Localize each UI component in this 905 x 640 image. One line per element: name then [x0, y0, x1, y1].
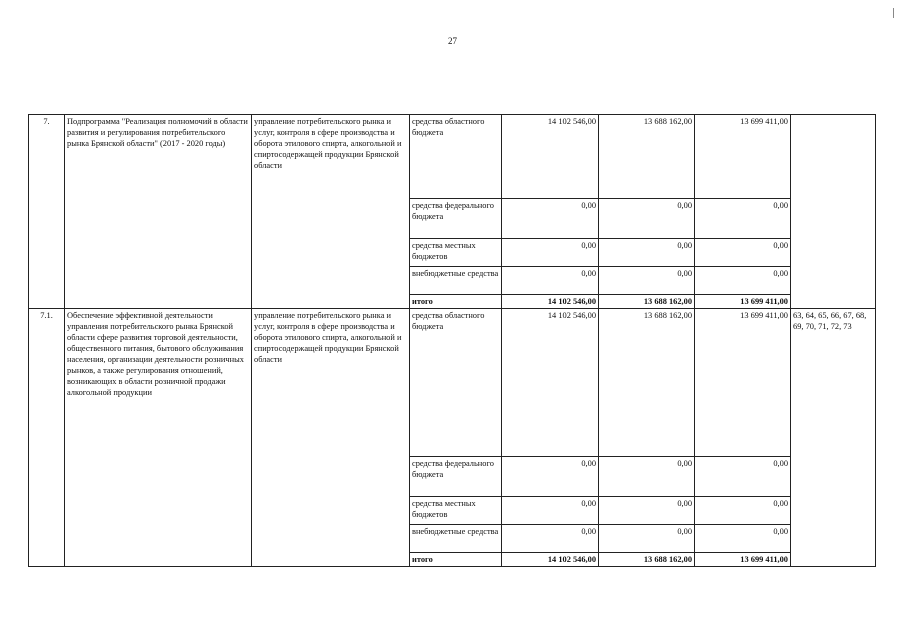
total-2018: 13 688 162,00 — [599, 553, 695, 567]
amount-2019: 13 699 411,00 — [695, 115, 791, 199]
total-2019: 13 699 411,00 — [695, 295, 791, 309]
amount-2019: 0,00 — [695, 497, 791, 525]
amount-2018: 13 688 162,00 — [599, 115, 695, 199]
funding-source: средства местных бюджетов — [410, 497, 502, 525]
funding-source: средства областного бюджета — [410, 115, 502, 199]
total-2018: 13 688 162,00 — [599, 295, 695, 309]
amount-2018: 0,00 — [599, 525, 695, 553]
funding-total-label: итого — [410, 553, 502, 567]
program-name: Подпрограмма "Реализация полномочий в области развития и регулирования потребительского рынка Брянской области" (2017 - 2020 годы) — [65, 115, 252, 309]
amount-2019: 13 699 411,00 — [695, 309, 791, 457]
amount-2017: 0,00 — [502, 497, 599, 525]
amount-2019: 0,00 — [695, 239, 791, 267]
total-2017: 14 102 546,00 — [502, 295, 599, 309]
amount-2017: 0,00 — [502, 525, 599, 553]
amount-2018: 0,00 — [599, 199, 695, 239]
table-row — [29, 309, 876, 457]
amount-2017: 14 102 546,00 — [502, 309, 599, 457]
amount-2019: 0,00 — [695, 267, 791, 295]
row-number: 7.1. — [29, 309, 65, 567]
amount-2017: 0,00 — [502, 267, 599, 295]
row-number: 7. — [29, 115, 65, 309]
indicator-numbers: 63, 64, 65, 66, 67, 68, 69, 70, 71, 72, 73 — [791, 309, 876, 567]
amount-2018: 13 688 162,00 — [599, 309, 695, 457]
indicator-numbers — [791, 115, 876, 309]
executor: управление потребительского рынка и услуг, контроля в сфере производства и оборота этилового спирта, алкогольной и спиртосодержащей продукции Брянской области — [252, 115, 410, 309]
amount-2017: 0,00 — [502, 457, 599, 497]
program-name: Обеспечение эффективной деятельности управления потребительского рынка Брянской области сфере развития торговой деятельности, общественного питания, бытового обслуживания населения, организации деятельности розничных рынков, а также регулирования отношений, возникающих в области розничной продажи алкогольной продукции — [65, 309, 252, 567]
amount-2019: 0,00 — [695, 199, 791, 239]
amount-2017: 0,00 — [502, 239, 599, 267]
table-row — [29, 115, 876, 199]
amount-2019: 0,00 — [695, 525, 791, 553]
funding-source: средства федерального бюджета — [410, 457, 502, 497]
funding-source: внебюджетные средства — [410, 525, 502, 553]
budget-table — [28, 114, 876, 567]
funding-source: средства местных бюджетов — [410, 239, 502, 267]
scan-mark — [893, 8, 894, 18]
amount-2018: 0,00 — [599, 497, 695, 525]
total-2017: 14 102 546,00 — [502, 553, 599, 567]
amount-2017: 0,00 — [502, 199, 599, 239]
funding-total-label: итого — [410, 295, 502, 309]
total-2019: 13 699 411,00 — [695, 553, 791, 567]
executor: управление потребительского рынка и услуг, контроля в сфере производства и оборота этилового спирта, алкогольной и спиртосодержащей продукции Брянской области — [252, 309, 410, 567]
amount-2018: 0,00 — [599, 239, 695, 267]
amount-2018: 0,00 — [599, 457, 695, 497]
page-number: 27 — [448, 36, 457, 46]
funding-source: внебюджетные средства — [410, 267, 502, 295]
amount-2019: 0,00 — [695, 457, 791, 497]
amount-2017: 14 102 546,00 — [502, 115, 599, 199]
amount-2018: 0,00 — [599, 267, 695, 295]
funding-source: средства областного бюджета — [410, 309, 502, 457]
funding-source: средства федерального бюджета — [410, 199, 502, 239]
